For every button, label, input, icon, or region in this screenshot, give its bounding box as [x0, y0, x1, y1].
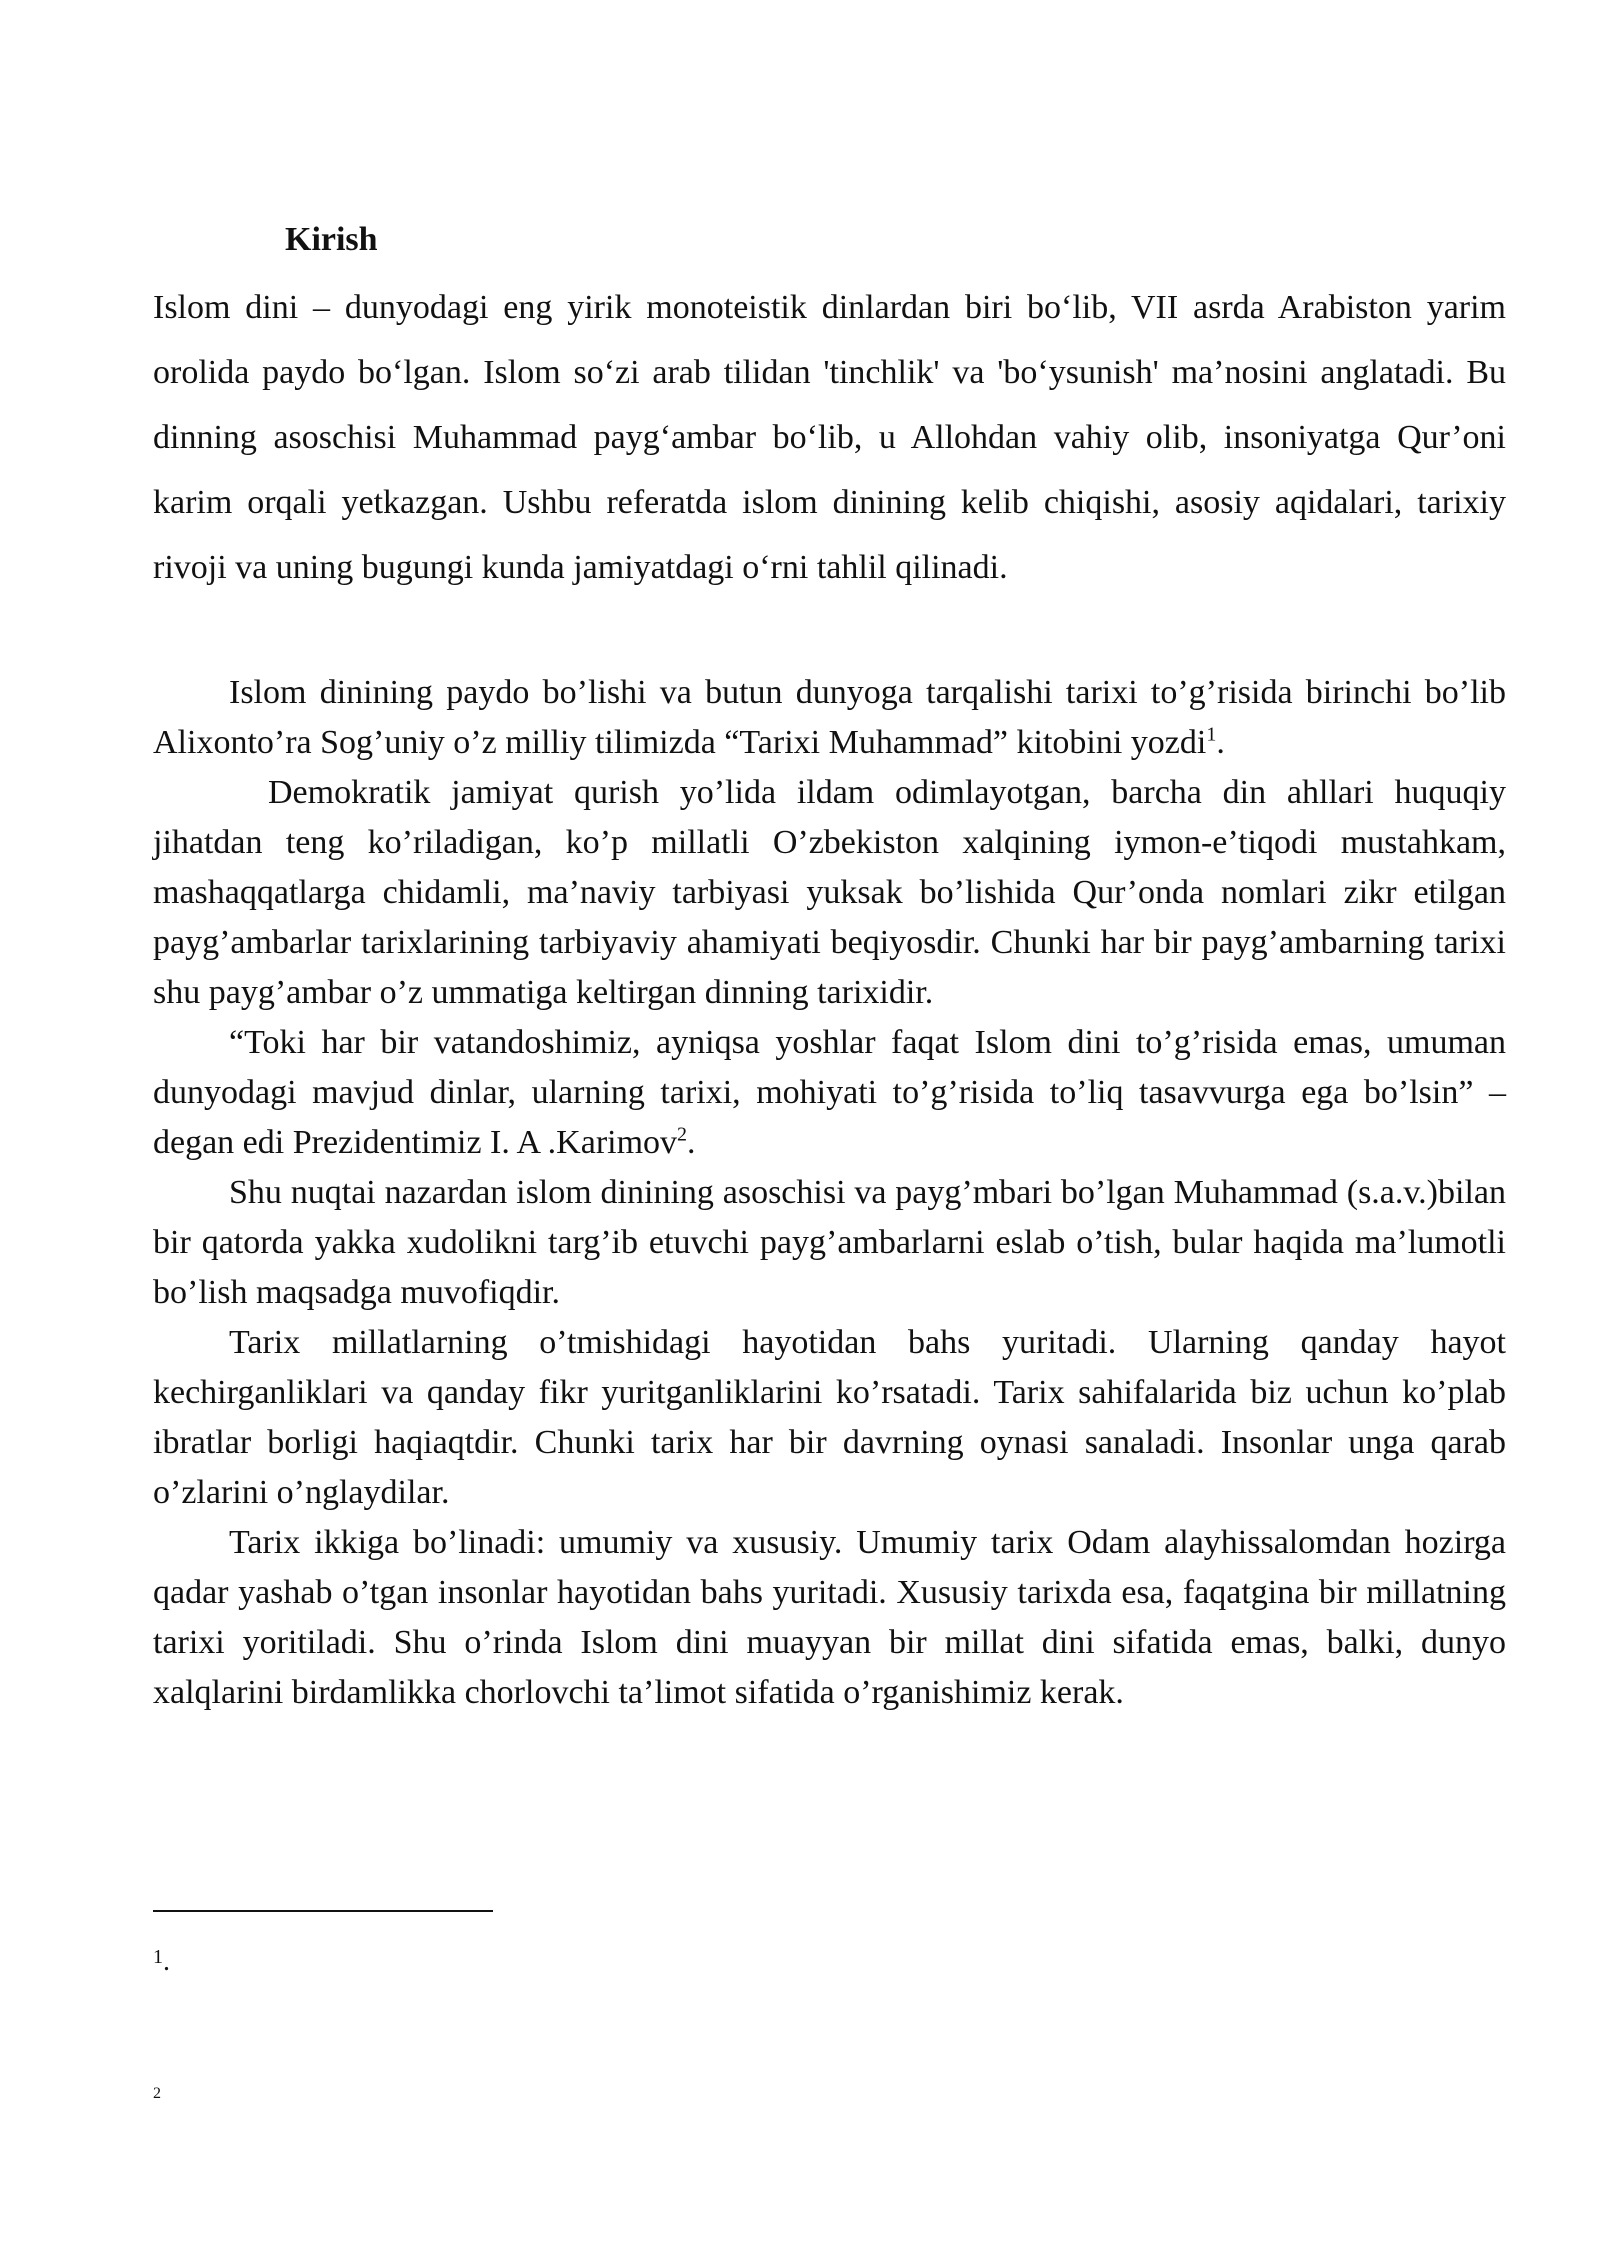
footnote-1-number: 1 — [153, 1946, 163, 1968]
paragraph-1-end: . — [1216, 724, 1225, 761]
footnote-1-text: . — [163, 1946, 170, 1977]
paragraph-3 — [153, 1018, 1506, 1168]
paragraph-1 — [153, 668, 1506, 768]
paragraph-5: Tarix millatlarning o’tmishidagi hayotidan bahs yuritadi. Ularning qanday hayot kechirganliklari va qanday fikr yuritganliklarini ko’rsatadi. Tarix sahifalarida biz uchun ko’plab ibratlar borligi haqiaqtdir. Chunki tarix har bir davrning oynasi sanaladi. Insonlar unga qarab o’zlarini o’nglaydilar. — [153, 1324, 1506, 1511]
section-heading: Kirish — [285, 221, 378, 258]
intro-paragraph-block — [153, 275, 1506, 600]
body-paragraphs — [153, 668, 1506, 1718]
footnote-2 — [153, 2082, 161, 2106]
footnote-1 — [153, 1946, 170, 1977]
paragraph-1-text: Islom dinining paydo bo’lishi va butun dunyoga tarqalishi tarixi to’g’risida birinchi bo’lib Alixonto’ra Sog’uniy o’z milliy tilimizda “Tarixi Muhammad” kitobini yozdi — [153, 674, 1506, 761]
paragraph-3-text: “Toki har bir vatandoshimiz, ayniqsa yoshlar faqat Islom dini to’g’risida emas, umuman dunyodagi mavjud dinlar, ularning tarixi, mohiyati to’g’risida to’liq tasavvurga ega bo’lsin” – degan edi Prezidentimiz I. A .Karimov — [153, 1024, 1506, 1161]
paragraph-3-end: . — [687, 1124, 696, 1161]
paragraph-2: Demokratik jamiyat qurish yo’lida ildam odimlayotgan, barcha din ahllari huquqiy jihatdan teng ko’riladigan, ko’p millatli O’zbekiston xalqining iymon-e’tiqodi mustahkam, mashaqqatlarga chidamli, ma’naviy tarbiyasi yuksak bo’lishida Qur’onda nomlari zikr etilgan payg’ambarlar tarixlarining tarbiyaviy ahamiyati beqiyosdir. Chunki har bir payg’ambarning tarixi shu payg’ambar o’z ummatiga keltirgan dinning tarixidir. — [153, 774, 1506, 1011]
footnote-2-number: 2 — [153, 2085, 161, 2102]
footnote-separator — [153, 1910, 493, 1912]
paragraph-6: Tarix ikkiga bo’linadi: umumiy va xususiy. Umumiy tarix Odam alayhissalomdan hozirga qadar yashab o’tgan insonlar hayotidan bahs yuritadi. Xususiy tarixda esa, faqatgina bir millatning tarixi yoritiladi. Shu o’rinda Islom dini muayyan bir millat dini sifatida emas, balki, dunyo xalqlarini birdamlikka chorlovchi ta’limot sifatida o’rganishimiz kerak. — [153, 1524, 1506, 1711]
footnote-ref-2[interactable]: 2 — [677, 1123, 688, 1146]
footnote-ref-1[interactable]: 1 — [1206, 723, 1217, 746]
intro-paragraph: Islom dini – dunyodagi eng yirik monoteistik dinlardan biri bo‘lib, VII asrda Arabiston yarim orolida paydo bo‘lgan. Islom so‘zi arab tilidan 'tinchlik' va 'bo‘ysunish' ma’nosini anglatadi. Bu dinning asoschisi Muhammad payg‘ambar bo‘lib, u Allohdan vahiy olib, insoniyatga Qur’oni karim orqali yetkazgan. Ushbu referatda islom dinining kelib chiqishi, asosiy aqidalari, tarixiy rivoji va uning bugungi kunda jamiyatdagi o‘rni tahlil qilinadi. — [153, 289, 1506, 586]
paragraph-4: Shu nuqtai nazardan islom dinining asoschisi va payg’mbari bo’lgan Muhammad (s.a.v.)bilan bir qatorda yakka xudolikni targ’ib etuvchi payg’ambarlarni eslab o’tish, bular haqida ma’lumotli bo’lish maqsadga muvofiqdir. — [153, 1174, 1506, 1311]
